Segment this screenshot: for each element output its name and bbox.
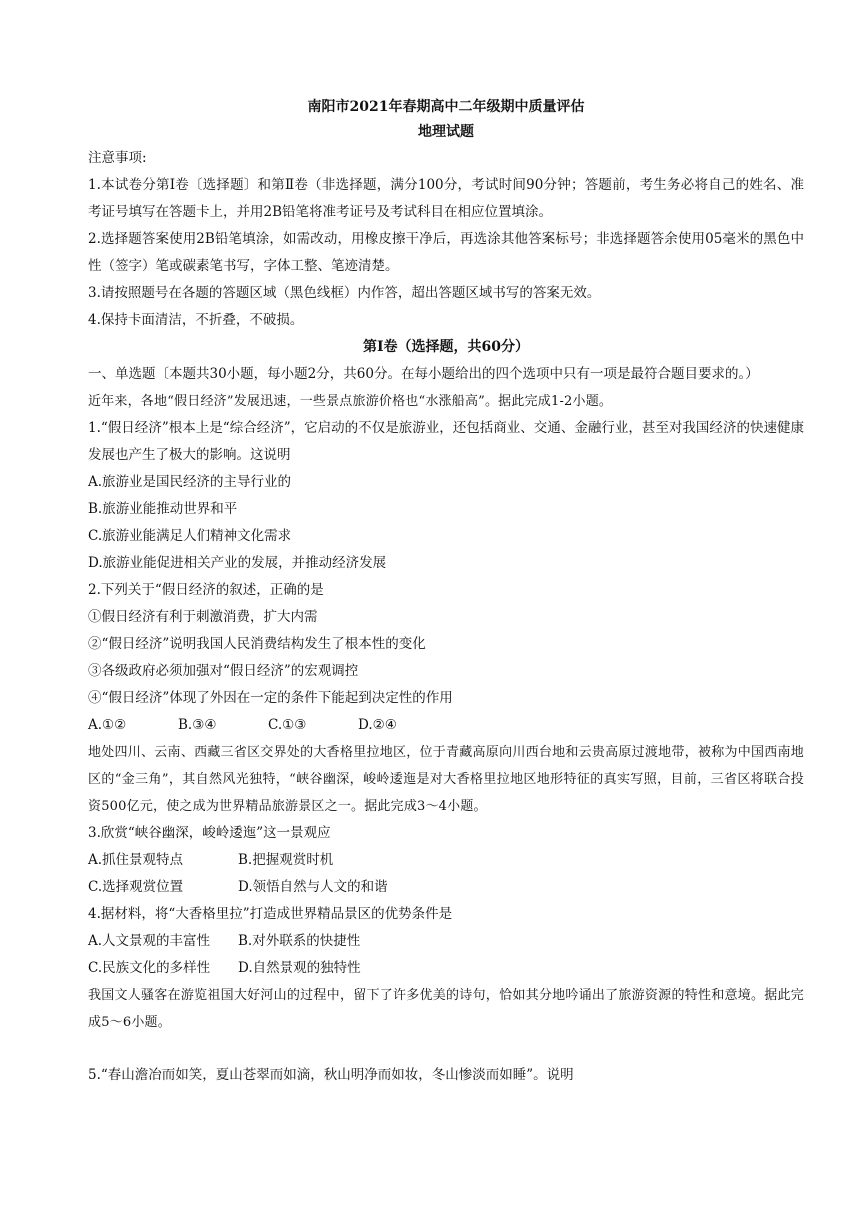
answer-option: B.对外联系的快捷性 xyxy=(238,933,361,949)
notice-item: 3.请按照题号在各题的答题区域（黑色线框）内作答，超出答题区域书写的答案无效。 xyxy=(88,285,601,301)
notice-heading: 注意事项: xyxy=(88,150,147,166)
material-paragraph: 近年来，各地“假日经济”发展迅速，一些景点旅游价格也“水涨船高”。据此完成1-2小题。 xyxy=(88,394,613,409)
question-stem: 1.“假日经济”根本上是“综合经济”，它启动的不仅是旅游业，还包括商业、交通、金融行业，甚至对我国经济的快速健康发展也产生了极大的影响。这说明 xyxy=(88,420,804,463)
answer-options-row xyxy=(88,955,804,982)
question-stem: 2.下列关于“假日经济的叙述，正确的是 xyxy=(88,582,324,598)
material-paragraph: 地处四川、云南、西藏三省区交界处的大香格里拉地区，位于青藏高原向川西台地和云贵高原过渡地带，被称为中国西南地区的“金三角”，其自然风光独特，“峡谷幽深，峻岭逶迤是对大香格里拉地区地形特征的真实写照，目前，三省区将联合投资500亿元，使之成为世界精品旅游景区之一。据此完成3～4小题。 xyxy=(88,745,804,814)
answer-option: B.旅游业能推动世界和平 xyxy=(88,501,238,517)
answer-option: A.抓住景观特点 xyxy=(88,852,184,868)
answer-options-row xyxy=(88,712,804,739)
answer-option: C.民族文化的多样性 xyxy=(88,960,211,976)
question-stem: 4.据材料，将“大香格里拉”打造成世界精品景区的优势条件是 xyxy=(88,906,453,922)
statement-item: ②“假日经济”说明我国人民消费结构发生了根本性的变化 xyxy=(88,636,426,652)
question-stem: 5.“春山澹冶而如笑，夏山苍翠而如滴，秋山明净而如妆，冬山惨淡而如睡”。说明 xyxy=(88,1067,574,1083)
material-paragraph: 我国文人骚客在游览祖国大好河山的过程中，留下了许多优美的诗句，恰如其分地吟诵出了旅游资源的特性和意境。据此完成5～6小题。 xyxy=(88,988,804,1030)
answer-option: D.②④ xyxy=(358,717,397,733)
statement-item: ①假日经济有利于刺激消费，扩大内需 xyxy=(88,609,318,625)
spacer xyxy=(88,1036,804,1062)
answer-option: C.选择观赏位置 xyxy=(88,879,184,895)
exam-page xyxy=(88,98,804,1089)
section-title: 第Ⅰ卷（选择题，共60分） xyxy=(362,339,530,355)
answer-options-row xyxy=(88,874,804,901)
answer-option: B.把握观赏时机 xyxy=(238,852,334,868)
exam-subtitle: 地理试题 xyxy=(418,124,474,140)
notice-item: 1.本试卷分第Ⅰ卷〔选择题〕和第Ⅱ卷（非选择题，满分100分，考试时间90分钟；答题前，考生务必将自己的姓名、准考证号填写在答题卡上，并用2B铅笔将准考证号及考试科目在相应位置填涂。 xyxy=(88,177,804,220)
question-stem: 3.欣赏“峡谷幽深，峻岭逶迤”这一景观应 xyxy=(88,825,331,841)
answer-option: D.旅游业能促进相关产业的发展，并推动经济发展 xyxy=(88,555,387,571)
section-instruction: 一、单选题〔本题共30小题，每小题2分，共60分。在每小题给出的四个选项中只有一项是最符合题目要求的。） xyxy=(88,366,759,382)
exam-title: 南阳市2021年春期高中二年级期中质量评估 xyxy=(307,99,585,115)
answer-option: A.旅游业是国民经济的主导行业的 xyxy=(88,474,292,490)
notice-item: 2.选择题答案使用2B铅笔填涂，如需改动，用橡皮擦干净后，再选涂其他答案标号；非选择题答余使用05毫米的黑色中性（签字）笔或碳素笔书写，字体工整、笔迹清楚。 xyxy=(88,231,804,274)
answer-options-row xyxy=(88,928,804,955)
notice-item: 4.保持卡面清洁，不折叠，不破损。 xyxy=(88,312,304,328)
answer-options-row xyxy=(88,847,804,874)
statement-item: ④“假日经济”体现了外因在一定的条件下能起到决定性的作用 xyxy=(88,690,453,706)
answer-option: D.领悟自然与人文的和谐 xyxy=(238,879,388,895)
answer-option: A.人文景观的丰富性 xyxy=(88,933,211,949)
answer-option: B.③④ xyxy=(178,717,217,733)
answer-option: A.①② xyxy=(88,717,127,733)
statement-item: ③各级政府必须加强对“假日经济”的宏观调控 xyxy=(88,663,359,679)
answer-option: C.①③ xyxy=(268,717,307,733)
answer-option: C.旅游业能满足人们精神文化需求 xyxy=(88,528,292,544)
answer-option: D.自然景观的独特性 xyxy=(238,960,361,976)
